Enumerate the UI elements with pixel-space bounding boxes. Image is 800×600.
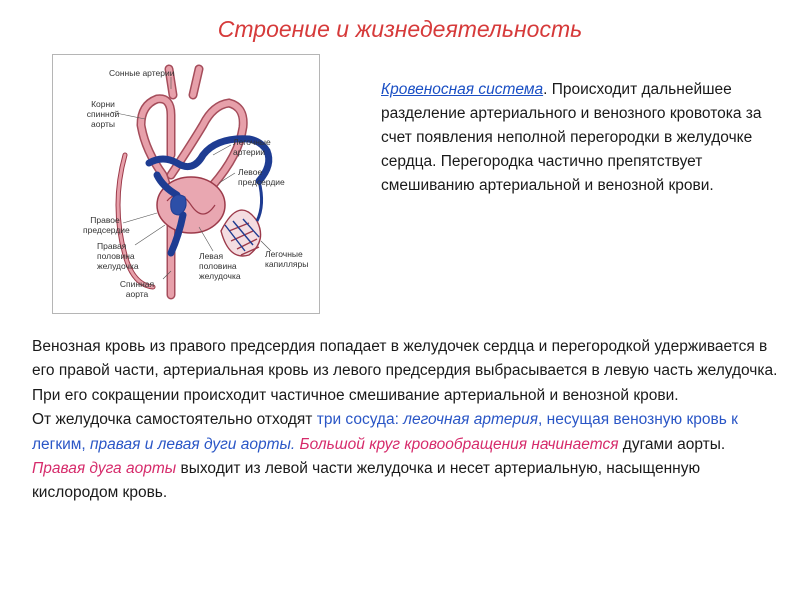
page-title: Строение и жизнедеятельность <box>217 16 583 42</box>
label-aorta-roots: Корни спинной аорты <box>86 99 120 129</box>
para-aortic-arches: правая и левая дуги аорты. <box>90 435 296 453</box>
para-sentence-1: Венозная кровь из правого предсердия попадает в желудочек сердца и перегородкой удерживается в его правой части, артериальная кровь из левого предсердия выбрасывается в левую часть желудочка. При его сокращении происходит частичное смешивание артериальной и венозной крови. <box>32 338 778 404</box>
label-right-atrium: Правое предсердие <box>83 215 130 235</box>
para-to-lungs: несущая венозную кровь к легким, <box>32 411 738 453</box>
para-final: выходит из левой части желудочка и несет артериальную, насыщенную кислородом кровь. <box>32 460 701 502</box>
intro-text <box>381 78 776 198</box>
label-lung-capillaries: Легочные капилляры <box>265 249 309 269</box>
para-s2a: От желудочка самостоятельно отходят <box>32 411 317 429</box>
circulatory-diagram <box>52 54 320 314</box>
para-right-aortic-arch: Правая дуга аорты <box>32 460 177 478</box>
label-right-ventricle-half: Правая половина желудочка <box>97 241 139 271</box>
para-by-arches: дугами аорты. <box>618 435 726 453</box>
para-comma: , <box>538 411 543 429</box>
label-left-ventricle-half: Левая половина желудочка <box>199 251 241 281</box>
circulatory-system-link[interactable]: Кровеносная система <box>381 81 544 98</box>
label-pulmonary-arteries: Легочные артерии <box>233 137 271 157</box>
para-pulmonary-artery: легочная артерия <box>403 411 539 429</box>
intro-body: . Происходит дальнейшее разделение артериального и венозного кровотока за счет появления неполной перегородки в желудочке сердца. Перегородка частично препятствует смешиванию артериальной и венозной крови. <box>381 81 762 194</box>
para-three-vessels: три сосуда: <box>316 411 404 429</box>
label-left-atrium: Левое предсердие <box>238 167 285 187</box>
main-paragraph <box>32 335 780 506</box>
label-carotid-arteries: Сонные артерии <box>109 68 175 78</box>
para-systemic-circulation: Большой круг кровообращения начинается <box>299 435 619 453</box>
label-dorsal-aorta: Спинная аорта <box>119 279 155 299</box>
